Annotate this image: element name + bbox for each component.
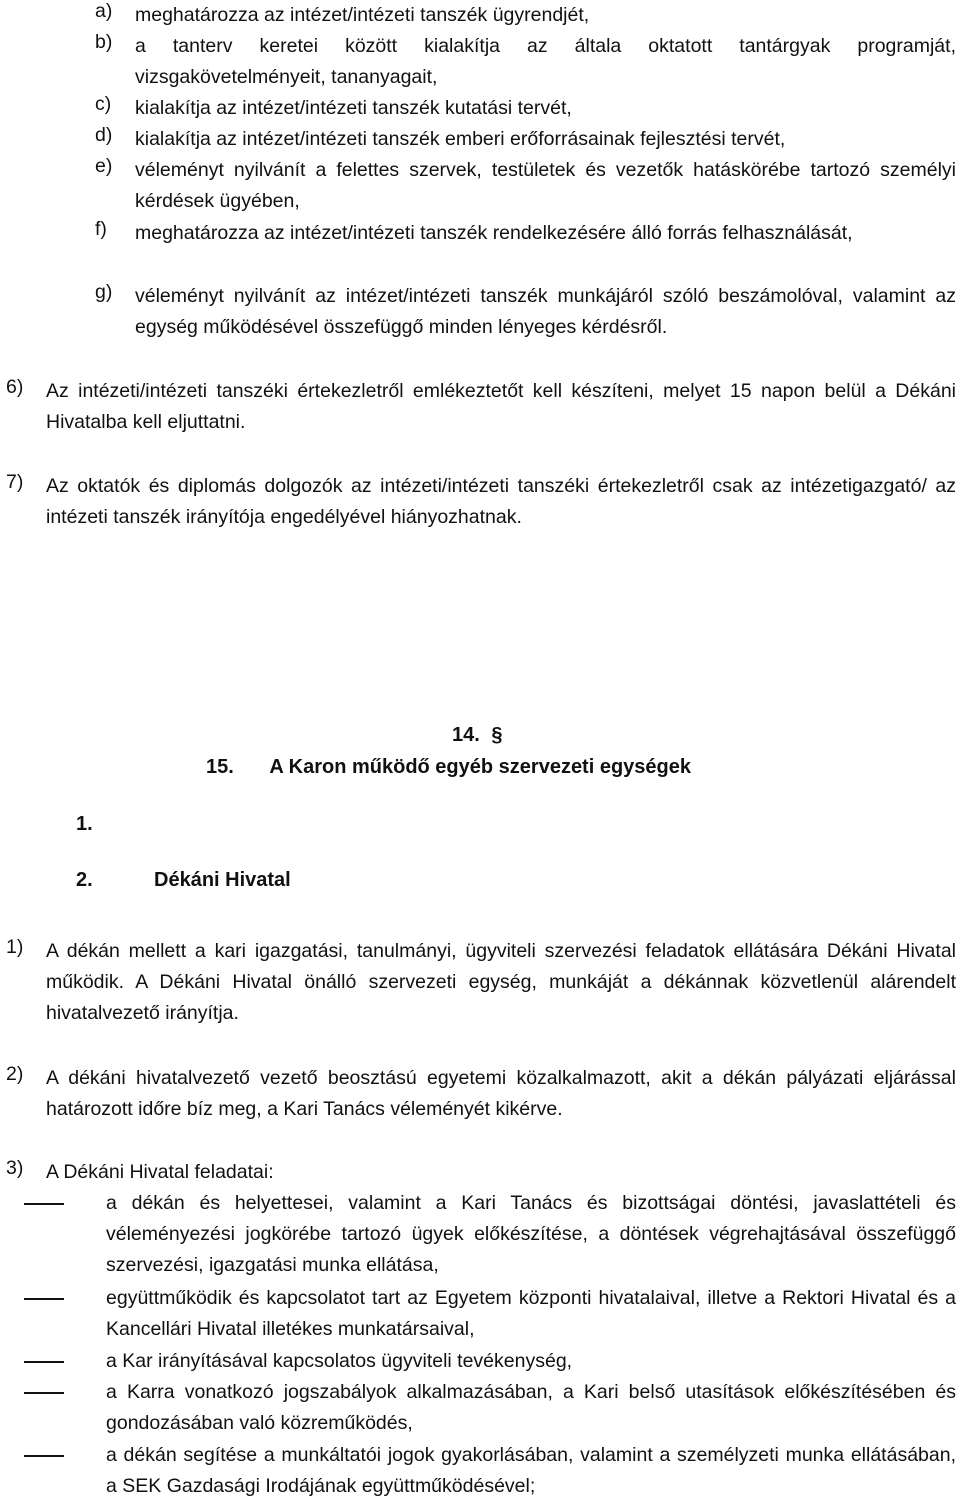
- item-text: A dékán mellett a kari igazgatási, tanulmányi, ügyviteli szervezési feladatok ellátására Dékáni Hivatal működik. A Dékáni Hivatal önálló szervezeti egység, munkáját a dékánnak közvetlenül alárendelt hivatalvezető irányítja.: [46, 940, 956, 1024]
- task-item: [0, 1377, 960, 1439]
- list-item: [0, 0, 960, 31]
- paragraph-marker: 6): [6, 376, 24, 398]
- task-text: a Kar irányításával kapcsolatos ügyviteli tevékenység,: [106, 1350, 573, 1372]
- item-marker: c): [95, 93, 112, 115]
- item-marker: f): [95, 218, 107, 240]
- subsection-number-1: [76, 813, 93, 836]
- item-marker: d): [95, 124, 113, 146]
- item-marker: e): [95, 155, 113, 177]
- item-1: [0, 936, 960, 1029]
- item-marker: 1): [6, 936, 24, 958]
- item-marker: 2): [6, 1063, 24, 1085]
- task-text: együttműködik és kapcsolatot tart az Egyetem központi hivatalaival, illetve a Rektori Hivatal és a Kancellári Hivatal illetékes munkatársaival,: [106, 1287, 956, 1340]
- section-title: [206, 756, 691, 779]
- task-item: [0, 1283, 960, 1345]
- list-item: [0, 281, 960, 343]
- paragraph-marker: 7): [6, 471, 24, 493]
- subsection-heading: [76, 869, 291, 892]
- section-sign: §: [491, 724, 503, 746]
- item-2: [0, 1063, 960, 1125]
- item-text: meghatározza az intézet/intézeti tanszék ügyrendjét,: [135, 4, 590, 26]
- task-item: [0, 1440, 960, 1502]
- dash-bullet-icon: [24, 1298, 64, 1300]
- item-marker: 3): [6, 1157, 24, 1179]
- task-text: a Karra vonatkozó jogszabályok alkalmazásában, a Kari belső utasítások előkészítésében és gondozásában való közreműködés,: [106, 1381, 956, 1434]
- subsection-title-text: Dékáni Hivatal: [154, 869, 291, 891]
- dash-bullet-icon: [24, 1455, 64, 1457]
- item-marker: a): [95, 0, 113, 22]
- paragraph-text: Az intézeti/intézeti tanszéki értekezletről emlékeztetőt kell készíteni, melyet 15 napon belül a Dékáni Hivatalba kell eljuttatni.: [46, 380, 956, 433]
- section-subnumber: 15.: [206, 756, 234, 778]
- item-marker: b): [95, 31, 113, 53]
- item-text: A dékáni hivatalvezető vezető beosztású egyetemi közalkalmazott, akit a dékán pályázati eljárással határozott időre bíz meg, a Kari Tanács véleményét kikérve.: [46, 1067, 956, 1120]
- item-text: a tanterv keretei között kialakítja az általa oktatott tantárgyak programját, vizsgakövetelményeit, tananyagait,: [135, 35, 956, 88]
- item-3: [0, 1157, 960, 1188]
- dash-bullet-icon: [24, 1392, 64, 1394]
- section-title-text: A Karon működő egyéb szervezeti egységek: [269, 756, 692, 778]
- list-item: [0, 31, 960, 93]
- item-text: A Dékáni Hivatal feladatai:: [46, 1161, 274, 1183]
- paragraph-text: Az oktatók és diplomás dolgozók az intézeti/intézeti tanszéki értekezletről csak az intézetigazgató/ az intézeti tanszék irányítója engedélyével hiányozhatnak.: [46, 475, 956, 528]
- section-number: [452, 724, 503, 747]
- item-marker: g): [95, 281, 113, 303]
- task-item: [0, 1188, 960, 1281]
- list-item: [0, 93, 960, 124]
- item-text: véleményt nyilvánít az intézet/intézeti tanszék munkájáról szóló beszámolóval, valamint az egység működésével összefüggő minden lényeges kérdésről.: [135, 285, 956, 338]
- item-text: véleményt nyilvánít a felettes szervek, testületek és vezetők hatáskörébe tartozó személyi kérdések ügyében,: [135, 159, 956, 212]
- subsection-number-text: 1.: [76, 813, 93, 835]
- paragraph-6: [0, 376, 960, 438]
- list-item: [0, 124, 960, 155]
- task-text: a dékán segítése a munkáltatói jogok gyakorlásában, valamint a személyzeti munka ellátásában, a SEK Gazdasági Irodájának együttműködésével;: [106, 1444, 956, 1497]
- task-text: a dékán és helyettesei, valamint a Kari Tanács és bizottságai döntési, javaslattételi és véleményezési jogkörébe tartozó ügyek előkészítése, a döntések végrehajtásával összefüggő szervezési, igazgatási munka ellátása,: [106, 1192, 956, 1276]
- item-text: kialakítja az intézet/intézeti tanszék kutatási tervét,: [135, 97, 572, 119]
- item-text: kialakítja az intézet/intézeti tanszék emberi erőforrásainak fejlesztési tervét,: [135, 128, 786, 150]
- dash-bullet-icon: [24, 1203, 64, 1205]
- dash-bullet-icon: [24, 1361, 64, 1363]
- paragraph-7: [0, 471, 960, 533]
- task-item: [0, 1346, 960, 1377]
- item-text: meghatározza az intézet/intézeti tanszék rendelkezésére álló forrás felhasználását,: [135, 222, 853, 244]
- list-item: [0, 218, 960, 249]
- section-number-text: 14.: [452, 724, 480, 746]
- subsection-number-text: 2.: [76, 869, 93, 891]
- list-item: [0, 155, 960, 217]
